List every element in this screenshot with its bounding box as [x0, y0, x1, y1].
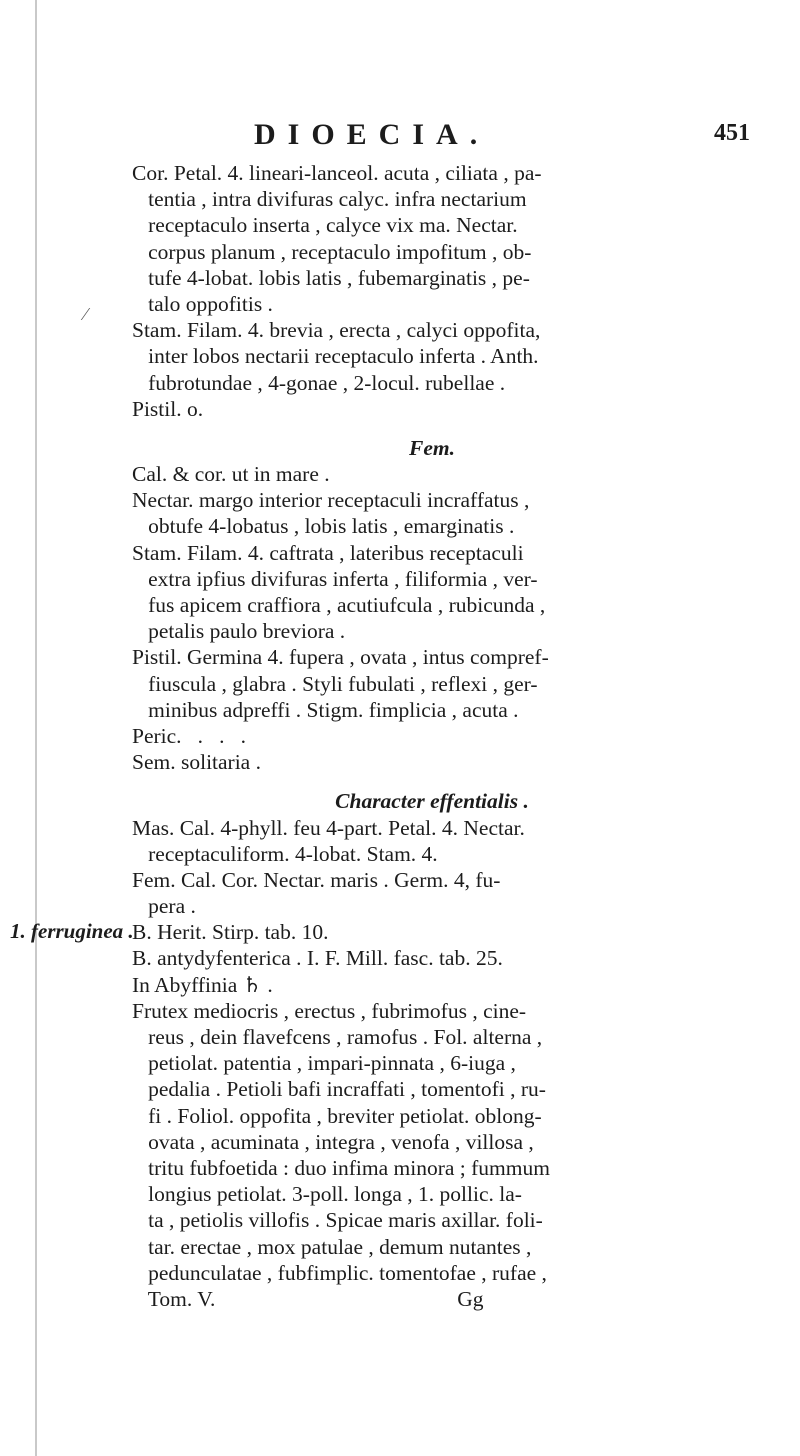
text-line: pedalia . Petioli bafi incraffati , tomentofi , ru- — [132, 1077, 546, 1102]
text-line: fiuscula , glabra . Styli fubulati , reflexi , ger- — [132, 671, 538, 696]
text-line: Stam. Filam. 4. brevia , erecta , calyci oppofita, — [132, 318, 541, 343]
text-line: receptaculiform. 4-lobat. Stam. 4. — [132, 841, 438, 866]
text-line: Nectar. margo interior receptaculi incraffatus , — [132, 488, 530, 513]
species-margin-label: 1. ferruginea . — [10, 919, 134, 943]
text-line: fus apicem craffiora , acutiufcula , rubicunda , — [132, 593, 546, 617]
text-line: Mas. Cal. 4-phyll. feu 4-part. Petal. 4. Nectar. — [132, 815, 525, 840]
page-gutter-shadow — [35, 0, 37, 1456]
text-line: corpus planum , receptaculo impofitum , ob- — [132, 239, 532, 264]
text-line: extra ipfius divifuras inferta , filiformia , ver- — [132, 566, 538, 591]
page-body-text — [132, 160, 772, 1312]
text-line: B. antydyfenterica . I. F. Mill. fasc. tab. 25. — [132, 946, 503, 971]
text-line: pera . — [132, 894, 196, 919]
text-line: Peric. . . . — [132, 723, 247, 748]
text-line: ovata , acuminata , integra , venofa , villosa , — [132, 1129, 534, 1154]
text-line: Cal. & cor. ut in mare . — [132, 462, 330, 487]
text-line: In Abyffinia ♄ . — [132, 972, 273, 997]
text-line: Pistil. Germina 4. fupera , ovata , intus compref- — [132, 645, 549, 670]
text-line — [132, 422, 772, 435]
text-line: reus , dein flavefcens , ramofus . Fol. alterna , — [132, 1025, 543, 1049]
text-line: longius petiolat. 3-poll. longa , 1. pollic. la- — [132, 1182, 522, 1207]
text-line: Fem. Cal. Cor. Nectar. maris . Germ. 4, fu- — [132, 867, 501, 892]
text-line: Frutex mediocris , erectus , fubrimofus , cine- — [132, 998, 527, 1023]
text-line: Cor. Petal. 4. lineari-lanceol. acuta , ciliata , pa- — [132, 161, 542, 185]
text-line: fubrotundae , 4-gonae , 2-locul. rubellae . — [132, 370, 506, 395]
text-line: inter lobos nectarii receptaculo inferta . Anth. — [132, 344, 539, 369]
text-line: minibus adpreffi . Stigm. fimplicia , acuta . — [132, 697, 519, 722]
ink-mark: ⁄ — [84, 304, 88, 324]
text-line: tufe 4-lobat. lobis latis , fubemarginatis , pe- — [132, 265, 530, 290]
text-line: tentia , intra divifuras calyc. infra nectarium — [132, 187, 527, 212]
text-line: Stam. Filam. 4. caftrata , lateribus receptaculi — [132, 540, 524, 565]
text-line: fi . Foliol. oppofita , breviter petiolat. oblong- — [132, 1103, 542, 1128]
text-line: ta , petiolis villofis . Spicae maris axillar. foli- — [132, 1208, 543, 1233]
text-line: tar. erectae , mox patulae , demum nutantes , — [132, 1234, 532, 1259]
text-line: Fem. — [409, 435, 455, 460]
text-line: B. Herit. Stirp. tab. 10. — [132, 920, 329, 945]
text-line: obtufe 4-lobatus , lobis latis , emarginatis . — [132, 514, 515, 539]
text-line: tritu fubfoetida : duo infima minora ; fummum — [132, 1155, 550, 1180]
text-line: petalis paulo breviora . — [132, 619, 346, 644]
text-line: pedunculatae , fubfimplic. tomentofae , rufae , — [132, 1260, 547, 1285]
text-line: talo oppofitis . — [132, 291, 273, 316]
page-header — [254, 118, 754, 158]
text-line: Sem. solitaria . — [132, 750, 261, 775]
text-line: Pistil. o. — [132, 396, 204, 421]
text-line: Tom. V. Gg — [132, 1286, 484, 1311]
running-head: DIOECIA. — [254, 118, 490, 151]
page-number: 451 — [714, 120, 750, 146]
text-line — [132, 775, 772, 788]
text-line: Character effentialis . — [335, 789, 529, 814]
text-line: receptaculo inserta , calyce vix ma. Nectar. — [132, 213, 518, 238]
text-line: petiolat. patentia , impari-pinnata , 6-iuga , — [132, 1051, 516, 1076]
